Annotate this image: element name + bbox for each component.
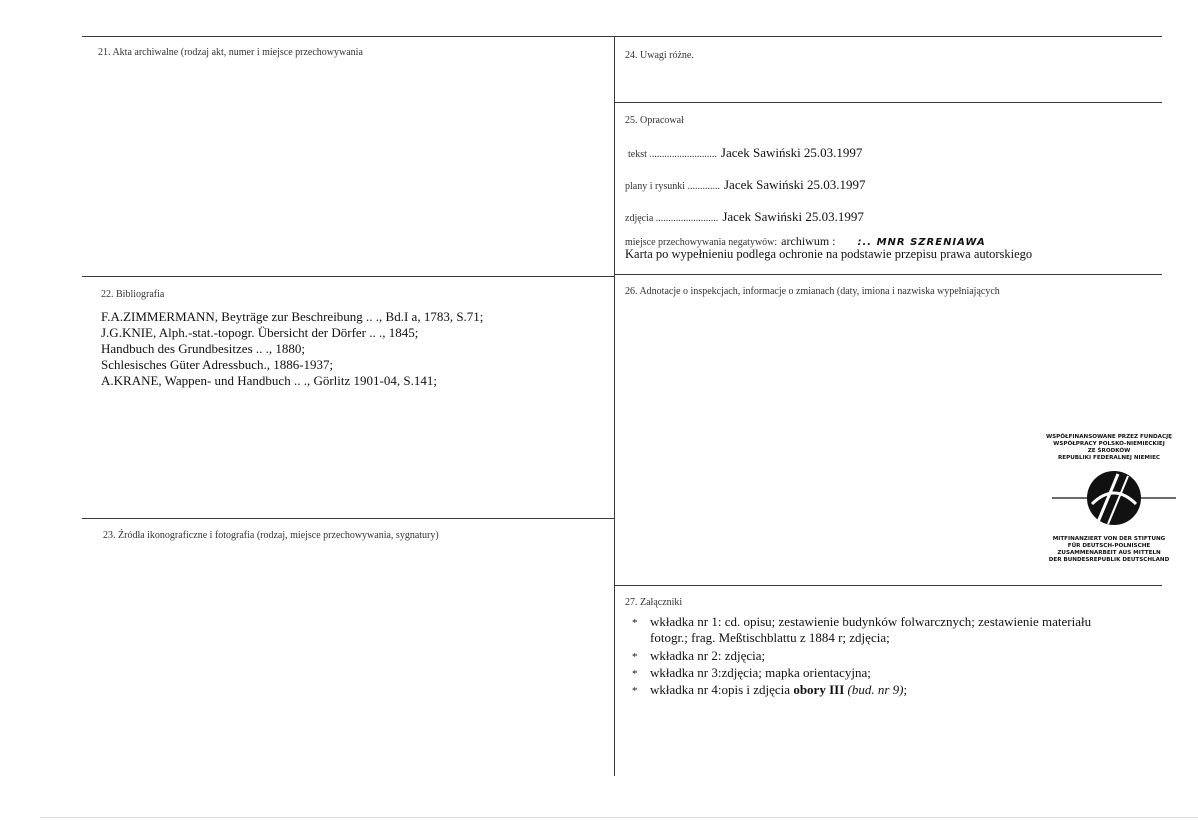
bibliography-entry: Handbuch des Grundbesitzes .. ., 1880;	[101, 341, 305, 356]
right-rule-26	[614, 274, 1162, 275]
left-rule-22	[82, 276, 614, 277]
plans-author: Jacek Sawiński 25.03.1997	[724, 177, 866, 192]
bibliography-list	[101, 309, 483, 389]
section-24-label: 24. Uwagi różne.	[625, 50, 694, 61]
author-photos-row	[625, 208, 864, 226]
right-rule-27	[614, 585, 1162, 586]
section-23-label: 23. Źródła ikonograficzne i fotografia (rodzaj, miejsce przechowywania, sygnatury)	[103, 530, 439, 541]
section-26-label: 26. Adnotacje o inspekcjach, informacje o zmianach (daty, imiona i nazwiska wypełniających	[625, 286, 1000, 297]
bullet-icon: *	[632, 668, 638, 680]
text-label: tekst ...........................	[628, 149, 717, 160]
bullet-icon: *	[632, 685, 638, 697]
bibliography-entry: F.A.ZIMMERMANN, Beyträge zur Beschreibung .. ., Bd.I a, 1783, S.71;	[101, 309, 484, 324]
text-author: Jacek Sawiński 25.03.1997	[720, 145, 863, 160]
copyright-note: Karta po wypełnieniu podlega ochronie na podstawie przepisu prawa autorskiego	[625, 247, 1033, 261]
attachment-item-continued: fotogr.; frag. Meßtischblattu z 1884 r; zdjęcia;	[650, 630, 890, 645]
author-text-row	[628, 144, 862, 162]
plans-label: plany i rysunki .............	[625, 181, 720, 192]
bullet-icon: *	[632, 651, 638, 663]
bibliography-entry: J.G.KNIE, Alph.-stat.-topogr. Übersicht der Dörfer .. ., 1845;	[101, 325, 419, 340]
stamp-polish-text: WSPÓŁFINANSOWANE PRZEZ FUNDACJĘ WSPÓŁPRACY POLSKO-NIEMIECKIEJ ZE ŚRODKÓW REPUBLIKI FEDERALNEJ NIEMIEC	[1045, 434, 1173, 461]
bullet-icon: *	[632, 617, 638, 629]
negatives-archive: archiwum :	[781, 234, 836, 248]
attachment-item: * wkładka nr 4:opis i zdjęcia obory III (bud. nr 9);	[632, 682, 908, 697]
attachment-item: * wkładka nr 2: zdjęcia;	[632, 648, 766, 663]
stamp-german-text: MITFINANZIERT VON DER STIFTUNG FÜR DEUTSCH-POLNISCHE ZUSAMMENARBEIT AUS MITTELN DER BUNDESREPUBLIK DEUTSCHLAND	[1048, 536, 1170, 563]
bottom-edge	[40, 817, 1198, 818]
bibliography-entry: Schlesisches Güter Adressbuch., 1886-1937;	[101, 357, 334, 372]
attachment-item: * wkładka nr 1: cd. opisu; zestawienie budynków folwarcznych; zestawienie materiału	[632, 614, 1092, 629]
section-27-label: 27. Załączniki	[625, 597, 683, 608]
building-number: (bud. nr 9)	[847, 682, 904, 697]
left-rule-23	[82, 518, 614, 519]
right-rule-25	[614, 102, 1162, 103]
attachment-item: * wkładka nr 3:zdjęcia; mapka orientacyjna;	[632, 665, 871, 680]
section-25-label: 25. Opracował	[625, 115, 684, 126]
negatives-label: miejsce przechowywania negatywów:	[625, 237, 778, 248]
foundation-logo-icon	[1052, 464, 1176, 532]
center-divider	[614, 36, 615, 776]
author-plans-row	[625, 176, 866, 194]
photos-label: zdjęcia .........................	[625, 213, 719, 224]
section-21-label: 21. Akta archiwalne (rodzaj akt, numer i miejsce przechowywania	[98, 47, 363, 58]
building-name: obory III	[793, 682, 845, 697]
bibliography-entry: A.KRANE, Wappen- und Handbuch .. ., Görlitz 1901-04, S.141;	[101, 373, 437, 388]
handwritten-location: :.. MNR SZRENIAWA	[857, 237, 986, 248]
foundation-stamp	[1028, 418, 1190, 582]
top-rule	[82, 36, 1162, 37]
section-22-label: 22. Bibliografia	[101, 289, 165, 300]
photos-author: Jacek Sawiński 25.03.1997	[722, 209, 864, 224]
